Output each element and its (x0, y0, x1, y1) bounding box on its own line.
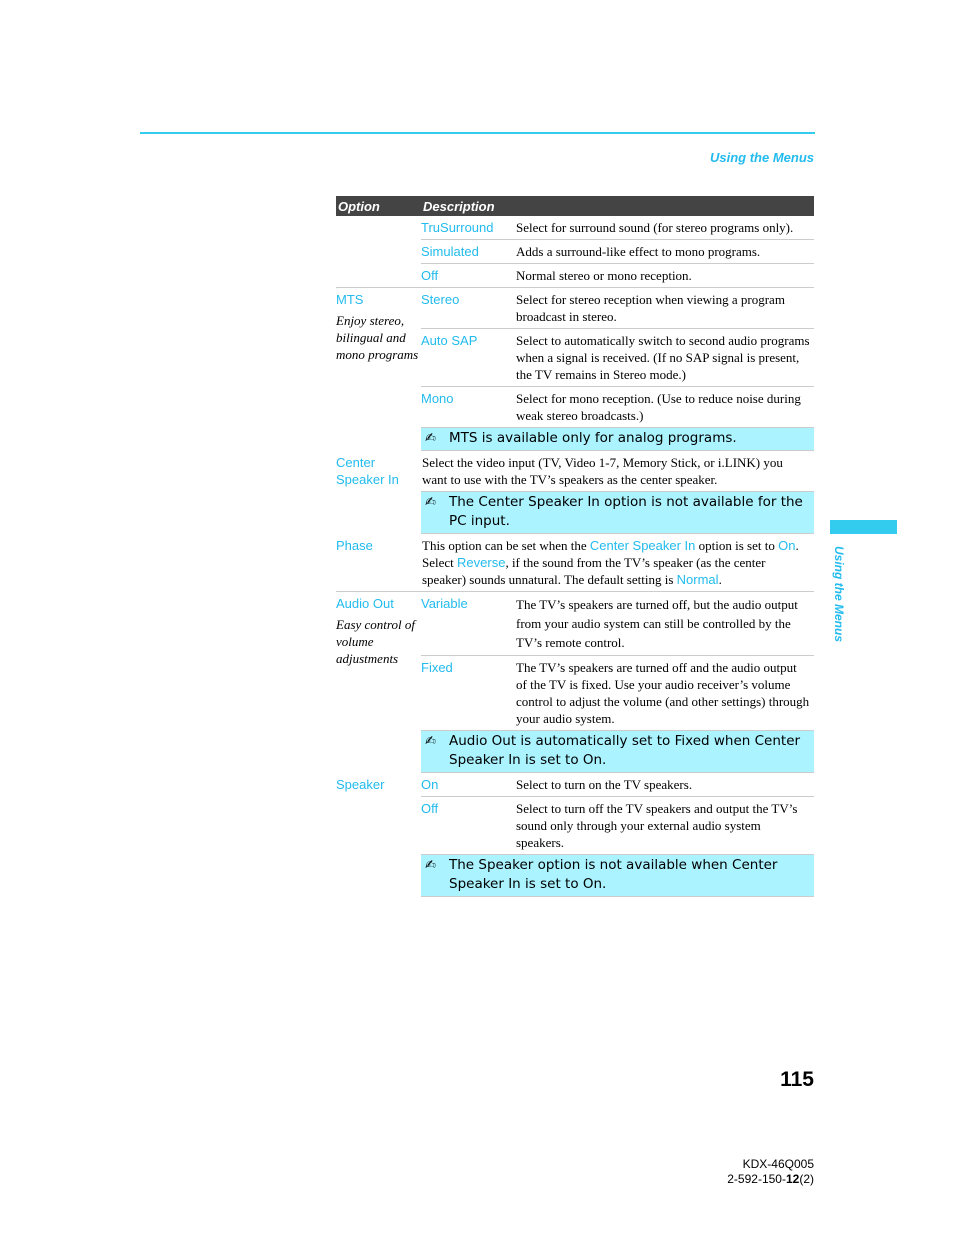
suboption-description: Adds a surround-like effect to mono programs. (515, 240, 814, 264)
suboption-off: Off (421, 268, 439, 283)
top-rule (140, 132, 815, 134)
suboption-description: Normal stereo or mono reception. (515, 264, 814, 288)
option-speaker: Speaker (336, 776, 385, 792)
suboption-mono: Mono (421, 391, 454, 406)
desc-text: . Select (422, 538, 799, 570)
table-row (336, 592, 814, 656)
inline-link-reverse: Reverse (457, 555, 506, 570)
footer (727, 1157, 814, 1187)
footer-code-prefix: 2-592-150- (727, 1172, 786, 1186)
suboption-trusurround: TruSurround (421, 220, 494, 235)
suboption-off: Off (421, 801, 439, 816)
footer-code-bold: 12 (785, 1172, 800, 1186)
suboption-description: Select for mono reception. (Use to reduce noise during weak stereo broadcasts.) (516, 391, 801, 423)
table-row (336, 773, 814, 797)
footer-code-suffix: (2) (799, 1172, 814, 1186)
side-section-label: Using the Menus (832, 546, 846, 643)
option-phase: Phase (336, 537, 373, 553)
option-description (421, 534, 814, 592)
header-description: Description (421, 196, 814, 216)
suboption-description: The TV’s speakers are turned off and the audio output of the TV is fixed. Use your audio receiver’s volume control to adjust the volume (and other settings) through your audio system. (516, 660, 810, 726)
suboption-stereo: Stereo (421, 292, 460, 307)
option-caption: Easy control of volume adjustments (336, 617, 415, 666)
desc-text: , if the sound from the TV’s speaker (as the center speaker) sounds unnatural. The default setting is (422, 555, 766, 587)
table-row (336, 534, 814, 592)
section-tab (830, 520, 897, 534)
suboption-auto-sap: Auto SAP (421, 333, 478, 348)
footer-code (727, 1172, 814, 1187)
desc-text: This option can be set when the (422, 538, 590, 553)
suboption-description: Select for stereo reception when viewing a program broadcast in stereo. (515, 288, 814, 329)
page-number: 115 (780, 1068, 814, 1091)
option-mts: MTS (336, 292, 364, 307)
suboption-fixed: Fixed (421, 660, 453, 675)
option-center-speaker-in: Center Speaker In (336, 454, 399, 487)
option-caption: Enjoy stereo, bilingual and mono programs (336, 313, 419, 362)
desc-text: option is set to (695, 538, 779, 553)
option-description: Select the video input (TV, Video 1-7, Memory Stick, or i.LINK) you want to use with the TV’s speakers as the center speaker. (422, 455, 783, 487)
note-pencil-icon: ✍ (425, 495, 436, 510)
suboption-description: The TV’s speakers are turned off, but the audio output from your audio system can still be controlled by the TV’s remote control. (515, 592, 814, 656)
note-text: The Center Speaker In option is not available for the PC input. (449, 494, 803, 529)
desc-text: . (718, 572, 722, 587)
suboption-description: Select to turn on the TV speakers. (515, 773, 814, 797)
inline-link-center-speaker-in: Center Speaker In (589, 538, 696, 553)
inline-link-on: On (778, 538, 796, 553)
suboption-description: Select to turn off the TV speakers and output the TV’s sound only through your external audio system speakers. (516, 801, 798, 850)
inline-link-normal: Normal (676, 572, 719, 587)
table-header-row (336, 196, 814, 216)
table-row (336, 240, 814, 264)
suboption-on: On (421, 777, 439, 792)
suboption-description: Select for surround sound (for stereo programs only). (515, 216, 814, 240)
note-pencil-icon: ✍ (425, 858, 436, 873)
note-text: The Speaker option is not available when Center Speaker In is set to On. (449, 857, 778, 892)
table-row (336, 264, 814, 288)
page-header-title: Using the Menus (709, 150, 814, 165)
note-pencil-icon: ✍ (425, 734, 436, 749)
header-option: Option (336, 196, 421, 216)
suboption-variable: Variable (421, 596, 468, 611)
note-text: Audio Out is automatically set to Fixed when Center Speaker In is set to On. (449, 733, 801, 768)
note-text: MTS is available only for analog programs. (449, 430, 737, 446)
footer-model: KDX-46Q005 (742, 1157, 814, 1171)
table-row (336, 288, 814, 329)
suboption-simulated: Simulated (421, 244, 479, 259)
suboption-description: Select to automatically switch to second audio programs when a signal is received. (If no SAP signal is present, the TV remains in Stereo mode.) (515, 329, 814, 387)
note-pencil-icon: ✍ (425, 431, 436, 446)
table-row (336, 451, 814, 492)
options-table (336, 196, 814, 897)
table-row (336, 216, 814, 240)
option-audio-out: Audio Out (336, 596, 394, 611)
